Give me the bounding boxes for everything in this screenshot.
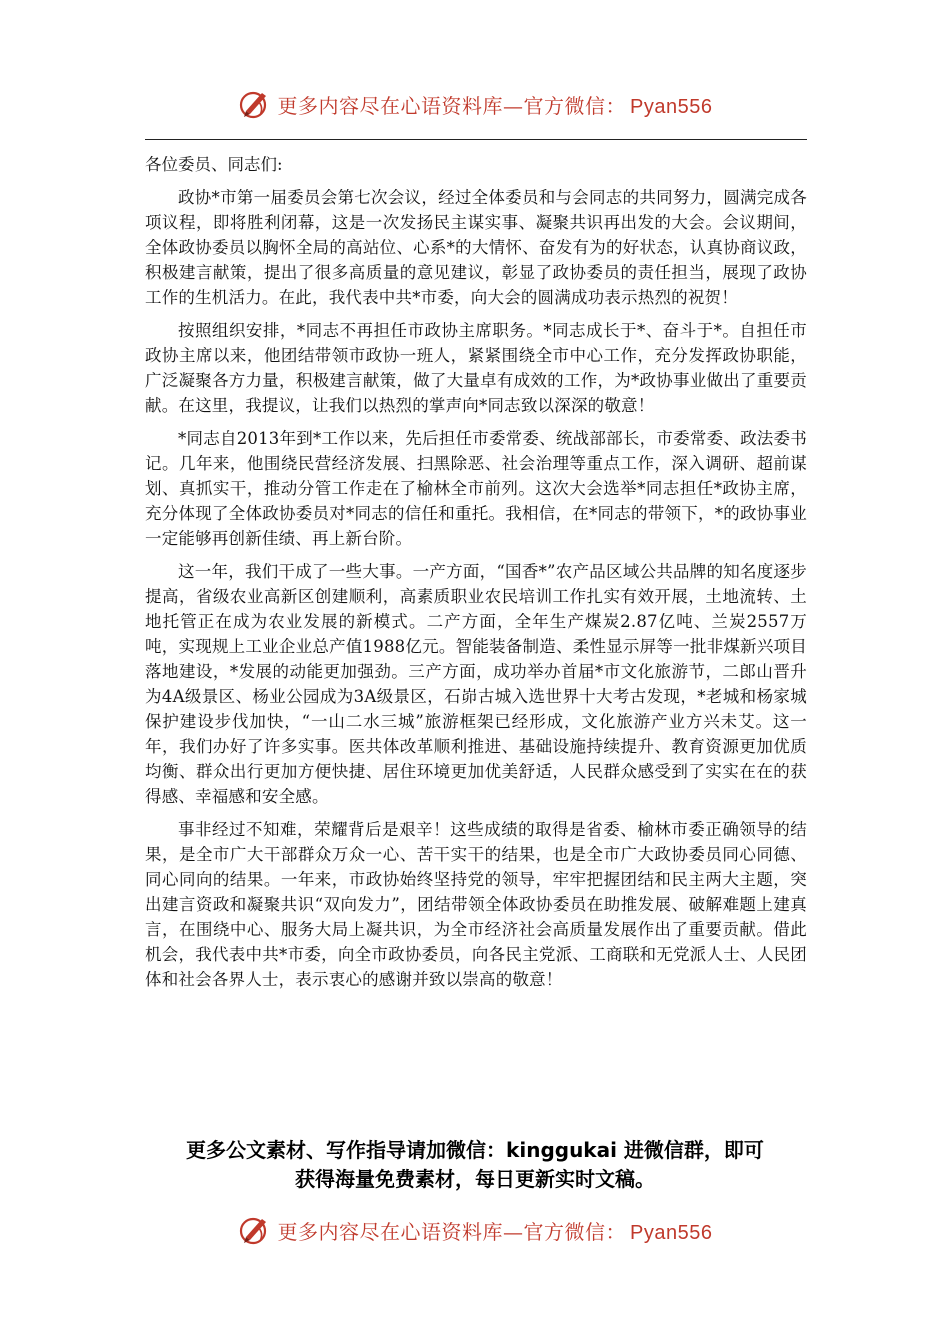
paragraph: 政协*市第一届委员会第七次会议，经过全体委员和与会同志的共同努力，圆满完成各项议程，即将胜利闭幕，这是一次发扬民主谋实事、凝聚共识再出发的大会。会议期间，全体政协委员以胸怀全局的高站位、心系*的大情怀、奋发有为的好状态，认真协商议政，积极建言献策，提出了很多高质量的意见建议，彰显了政协委员的责任担当，展现了政协工作的生机活力。在此，我代表中共*市委，向大会的圆满成功表示热烈的祝贺！	[145, 188, 807, 307]
banner-dash: —	[503, 93, 524, 118]
header-banner	[0, 82, 950, 126]
paragraph: 这一年，我们干成了一些大事。一产方面，“国香*”农产品区域公共品牌的知名度逐步提高，省级农业高新区创建顺利，高素质职业农民培训工作扎实有效开展，土地流转、土地托管正在成为农业发展的新模式。二产方面，全年生产煤炭2.87亿吨、兰炭2557万吨，实现规上工业企业总产值1988亿元。智能装备制造、柔性显示屏等一批非煤新兴项目落地建设，*发展的动能更加强劲。三产方面，成功举办首届*市文化旅游节，二郎山晋升为4A级景区、杨业公园成为3A级景区，石峁古城入选世界十大考古发现，*老城和杨家城保护建设步伐加快，“一山二水三城”旅游框架已经形成，文化旅游产业方兴未艾。这一年，我们办好了许多实事。医共体改革顺利推进、基础设施持续提升、教育资源更加优质均衡、群众出行更加方便快捷、居住环境更加优美舒适，人民群众感受到了实实在在的获得感、幸福感和安全感。	[145, 562, 807, 806]
banner-brand: 更多内容尽在心语资料库	[277, 93, 504, 118]
pen-logo-icon	[238, 87, 272, 121]
salutation: 各位委员、同志们:	[145, 155, 283, 174]
pen-logo-icon	[238, 1213, 272, 1247]
banner-text	[278, 90, 713, 119]
banner-wechat-label: 官方微信：	[523, 93, 627, 118]
footer-banner	[0, 1208, 950, 1252]
banner-wechat-label: 官方微信：	[523, 1219, 627, 1244]
promo-notice	[130, 1136, 820, 1194]
header-divider	[145, 139, 807, 140]
banner-text	[278, 1216, 713, 1245]
document-body	[145, 152, 807, 1000]
paragraph: 事非经过不知难，荣耀背后是艰辛！这些成绩的取得是省委、榆林市委正确领导的结果，是全市广大干部群众万众一心、苦干实干的结果，也是全市广大政协委员同心同德、同心同向的结果。一年来，市政协始终坚持党的领导，牢牢把握团结和民主两大主题，突出建言资政和凝聚共识“双向发力”，团结带领全体政协委员在助推发展、破解难题上建真言，在围绕中心、服务大局上凝共识，为全市经济社会高质量发展作出了重要贡献。借此机会，我代表中共*市委，向全市政协委员，向各民主党派、工商联和无党派人士、人民团体和社会各界人士，表示衷心的感谢并致以崇高的敬意！	[145, 820, 807, 989]
paragraph: 按照组织安排，*同志不再担任市政协主席职务。*同志成长于*、奋斗于*。自担任市政协主席以来，他团结带领市政协一班人，紧紧围绕全市中心工作，充分发挥政协职能，广泛凝聚各方力量，积极建言献策，做了大量卓有成效的工作，为*政协事业做出了重要贡献。在这里，我提议，让我们以热烈的掌声向*同志致以深深的敬意！	[145, 321, 807, 415]
promo-line-2: 获得海量免费素材，每日更新实时文稿。	[295, 1167, 655, 1191]
paragraph: *同志自2013年到*工作以来，先后担任市委常委、统战部部长，市委常委、政法委书记。几年来，他围绕民营经济发展、扫黑除恶、社会治理等重点工作，深入调研、超前谋划、真抓实干，推动分管工作走在了榆林全市前列。这次大会选举*同志担任*政协主席，充分体现了全体政协委员对*同志的信任和重托。我相信，在*同志的带领下，*的政协事业一定能够再创新佳绩、再上新台阶。	[145, 429, 807, 548]
promo-line-1: 更多公文素材、写作指导请加微信：kinggukai 进微信群，即可	[186, 1138, 764, 1162]
banner-brand: 更多内容尽在心语资料库	[277, 1219, 504, 1244]
banner-wechat-id: Pyan556	[630, 95, 713, 118]
banner-dash: —	[503, 1219, 524, 1244]
banner-wechat-id: Pyan556	[630, 1221, 713, 1244]
